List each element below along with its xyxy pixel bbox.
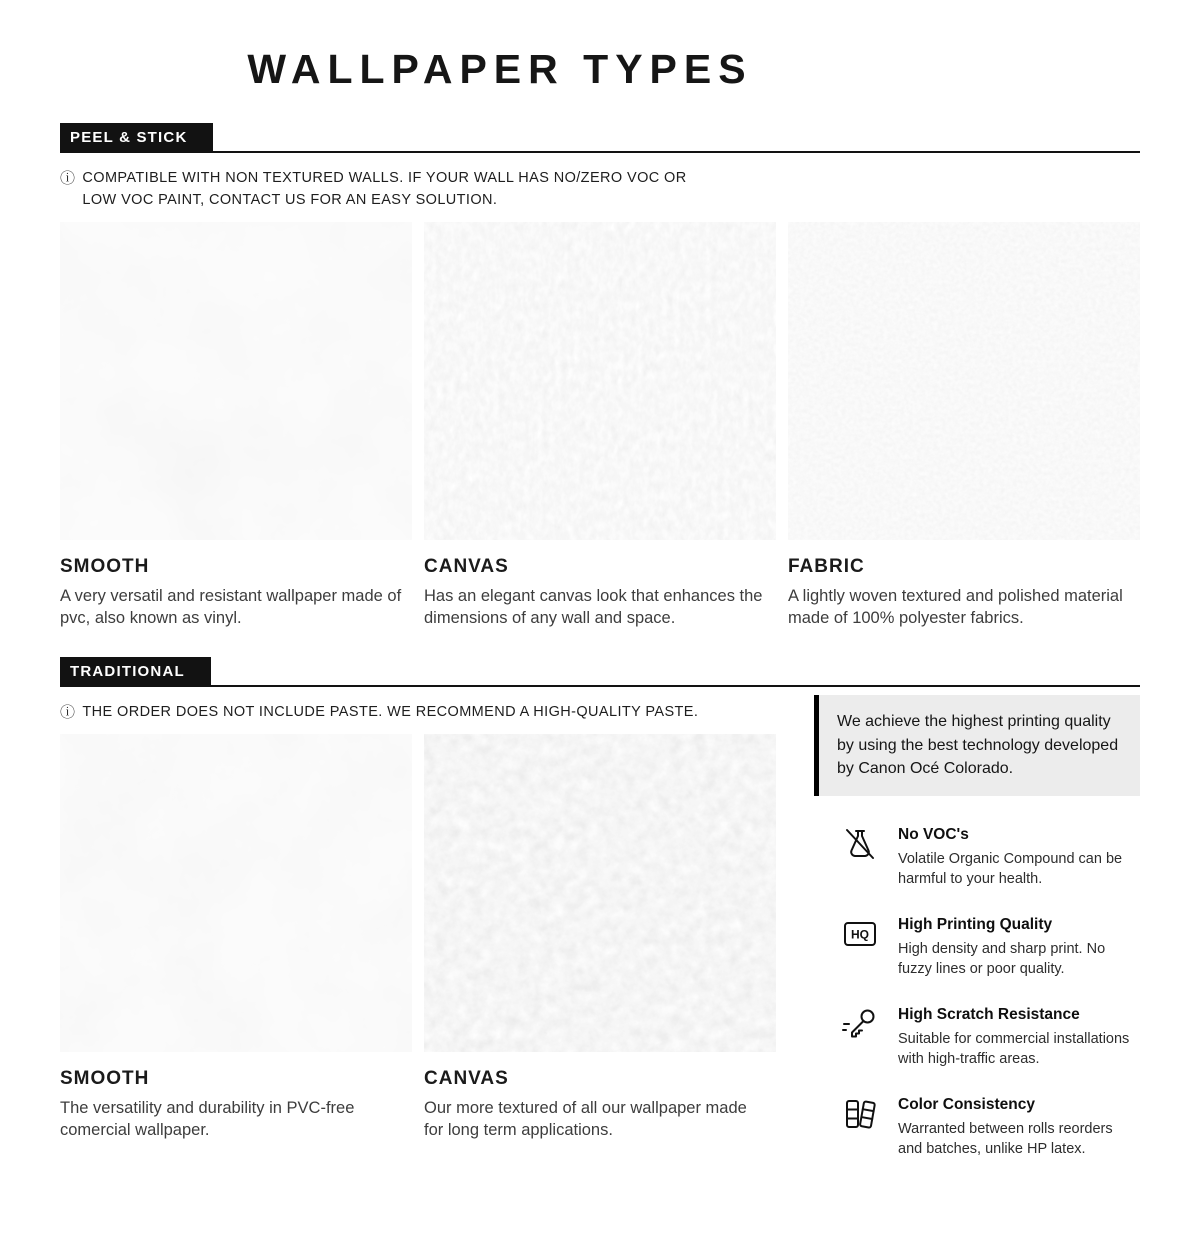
section-head-peel-and-stick [60,123,1140,153]
printing-info-panel [814,687,1140,1159]
traditional-swatches-area [60,687,776,1159]
feature-scratch-resistance [840,1004,1140,1069]
hq-icon-text: HQ [851,927,869,942]
swatch-card-smooth [60,222,412,630]
scratch-resistance-icon [840,1004,880,1044]
swatch-name: CANVAS [424,1067,509,1089]
feature-description: Suitable for commercial installations with high-traffic areas. [898,1031,1130,1068]
peel-and-stick-swatch-row [60,222,1140,630]
traditional-note [60,702,710,724]
swatch-description: Our more textured of all our wallpaper made for long term applications. [424,1098,747,1140]
smooth-texture-image [60,222,412,540]
feature-list [814,824,1140,1159]
feature-no-voc [840,824,1140,889]
info-icon: ⓘ [60,170,76,187]
feature-description: Volatile Organic Compound can be harmful to your health. [898,851,1123,888]
smooth-traditional-texture-image [60,734,412,1052]
swatch-name: SMOOTH [60,555,150,577]
canvas-traditional-texture-image [424,734,776,1052]
section-peel-and-stick [60,123,1140,629]
swatch-description: A lightly woven textured and polished material made of 100% polyester fabrics. [788,586,1123,627]
feature-high-printing-quality [840,914,1140,979]
feature-title: No VOC's [898,826,969,844]
peel-and-stick-note [60,168,710,212]
info-icon: ⓘ [60,704,76,722]
canvas-texture-image [424,222,776,540]
wallpaper-types-infographic [0,46,1200,1159]
swatch-card-fabric [788,222,1140,630]
swatch-card-canvas-traditional [424,734,776,1142]
feature-description: Warranted between rolls reorders and batches, unlike HP latex. [898,1121,1113,1158]
swatch-description: A very versatil and resistant wallpaper made of pvc, also known as vinyl. [60,586,402,627]
swatch-name: SMOOTH [60,1067,150,1089]
feature-title: High Scratch Resistance [898,1006,1080,1024]
swatch-card-canvas [424,222,776,630]
swatch-card-smooth-traditional [60,734,412,1142]
section-traditional [60,657,1140,1159]
traditional-note-text: THE ORDER DOES NOT INCLUDE PASTE. WE RECOMMEND A HIGH-QUALITY PASTE. [82,704,699,721]
no-voc-icon [840,824,880,864]
printing-quality-quote: We achieve the highest printing quality by using the best technology developed by Canon Océ Colorado. [814,695,1140,796]
high-printing-quality-icon [840,914,880,954]
section-head-traditional [60,657,1140,687]
feature-color-consistency [840,1094,1140,1159]
swatch-name: FABRIC [788,555,865,577]
feature-title: Color Consistency [898,1096,1035,1114]
traditional-swatch-row [60,734,776,1142]
fabric-texture-image [788,222,1140,540]
traditional-badge: TRADITIONAL [60,657,211,685]
color-consistency-icon [840,1094,880,1134]
peel-and-stick-note-text: COMPATIBLE WITH NON TEXTURED WALLS. IF YOUR WALL HAS NO/ZERO VOC OR LOW VOC PAINT, CONTACT US FOR AN EASY SOLUTION. [82,170,687,208]
feature-title: High Printing Quality [898,916,1053,934]
swatch-description: Has an elegant canvas look that enhances the dimensions of any wall and space. [424,586,763,627]
page-title: WALLPAPER TYPES [247,46,753,92]
swatch-name: CANVAS [424,555,509,577]
peel-and-stick-badge: PEEL & STICK [60,123,213,151]
feature-description: High density and sharp print. No fuzzy lines or poor quality. [898,941,1106,978]
swatch-description: The versatility and durability in PVC-free comercial wallpaper. [60,1098,355,1140]
